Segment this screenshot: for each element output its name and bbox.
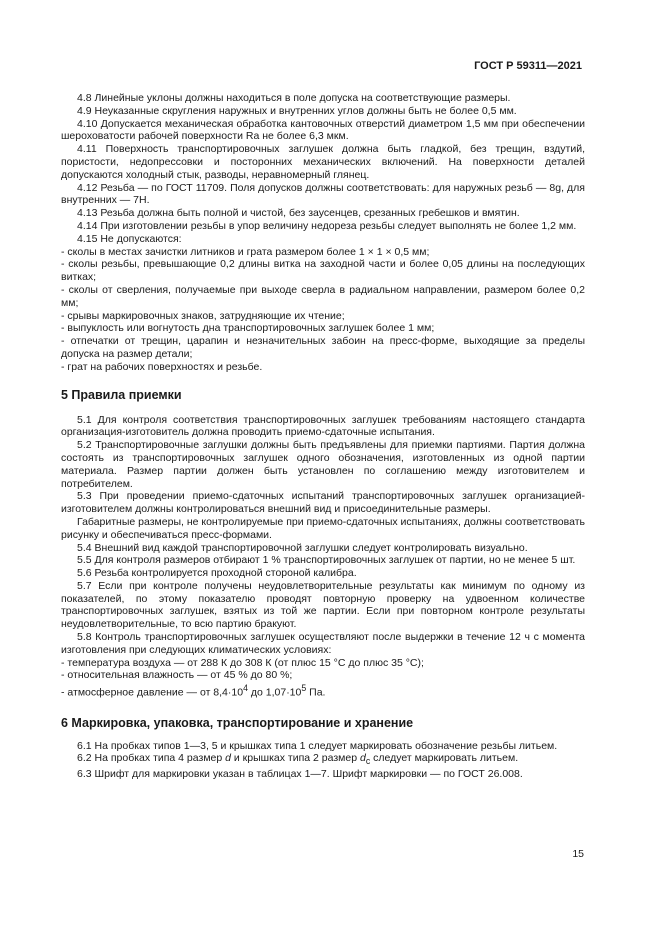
clause-5-6: 5.6 Резьба контролируется проходной стороной калибра. (77, 567, 357, 580)
list-item: - грат на рабочих поверхностях и резьбе. (61, 360, 263, 373)
clause-6-3: 6.3 Шрифт для маркировки указан в таблицах 1—7. Шрифт маркировки — по ГОСТ 26.008. (77, 768, 523, 781)
clause-4-11: 4.11 Поверхность транспортировочных заглушек должна быть гладкой, без трещин, вздутий, пористости, недопрессовки и посторонних механических включений. На поверхности деталей допускаются холодный стык, разводы, неравномерный глянец. (61, 143, 585, 181)
condition-temperature: - температура воздуха — от 288 К до 308 К (от плюс 15 °С до плюс 35 °С); (61, 656, 424, 669)
clause-4-10: 4.10 Допускается механическая обработка кантовочных отверстий диаметром 1,5 мм при обеспечении шероховатости рабочей поверхности Ra не более 6,3 мкм. (61, 117, 585, 143)
page-number: 15 (572, 848, 584, 860)
section-5-heading: 5 Правила приемки (61, 387, 182, 402)
clause-4-13: 4.13 Резьба должна быть полной и чистой, без заусенцев, срезанных гребешков и вмятин. (77, 207, 520, 220)
clause-4-9: 4.9 Неуказанные скругления наружных и внутренних углов должны быть не более 0,5 мм. (77, 104, 517, 117)
list-item: - сколы от сверления, получаемые при выходе сверла в радиальном направлении, размером более 0,2 мм; (61, 283, 585, 309)
clause-4-12: 4.12 Резьба — по ГОСТ 11709. Поля допусков должны соответствовать: для наружных резьб — 8g, для внутренних — 7H. (61, 181, 585, 207)
list-item: - сколы резьбы, превышающие 0,2 длины витка на заходной части и более 0,05 длины на последующих витках; (61, 258, 585, 284)
clause-5-7: 5.7 Если при контроле получены неудовлетворительные результаты как минимум по одному из показателей, по этому показателю проводят повторную проверку на удвоенном количестве транспортировочных заглушек, взятых из той же партии. Если при повторном контроле результаты неудовлетворительные, то всю партию бракуют. (61, 579, 585, 631)
document-code: ГОСТ Р 59311—2021 (474, 60, 582, 72)
clause-5-4: 5.4 Внешний вид каждой транспортировочной заглушки следует контролировать визуально. (77, 541, 528, 554)
clause-5-3-continued: Габаритные размеры, не контролируемые при приемо-сдаточных испытаниях, должны соответствовать рисунку и обеспечиваться пресс-формами. (61, 515, 585, 541)
clause-5-8: 5.8 Контроль транспортировочных заглушек осуществляют после выдержки в течение 12 ч с момента изготовления при следующих климатических условиях: (61, 631, 585, 656)
clause-4-15: 4.15 Не допускаются: (77, 232, 182, 245)
condition-pressure: - атмосферное давление — от $8,4\cdot 10^4$ до $1,07\cdot 10^5$ Па. (61, 683, 326, 699)
clause-5-3: 5.3 При проведении приемо-сдаточных испытаний транспортировочных заглушек организацией-изготовителем должны контролироваться внешний вид и присоединительные размеры. (61, 490, 585, 516)
list-item: - выпуклость или вогнутость дна транспортировочных заглушек более 1 мм; (61, 322, 435, 335)
list-item: - сколы в местах зачистки литников и грата размером более 1 × 1 × 0,5 мм; (61, 245, 430, 258)
condition-humidity: - относительная влажность — от 45 % до 80 %; (61, 669, 293, 682)
clause-5-2: 5.2 Транспортировочные заглушки должны быть предъявлены для приемки партиями. Партия должна состоять из транспортировочных заглушек одного обозначения, изготовленных из одной партии материала. Размер партии должен быть установлен по соглашению между изготовителем и потребителем. (61, 439, 585, 490)
list-item: - отпечатки от трещин, царапин и незначительных забоин на пресс-форме, выходящие за пределы допуска на размер детали; (61, 335, 585, 360)
clause-5-5: 5.5 Для контроля размеров отбирают 1 % транспортировочных заглушек от партии, но не менее 5 шт. (77, 554, 576, 567)
clause-4-14: 4.14 При изготовлении резьбы в упор величину недореза резьбы следует выполнять не более 1,2 мм. (77, 219, 577, 232)
page-content (61, 92, 585, 781)
section-6-heading: 6 Маркировка, упаковка, транспортирование и хранение (61, 715, 414, 730)
clause-4-8: 4.8 Линейные уклоны должны находиться в поле допуска на соответствующие размеры. (77, 92, 511, 104)
list-item: - срывы маркировочных знаков, затрудняющие их чтение; (61, 309, 345, 322)
clause-6-1: 6.1 На пробках типов 1—3, 5 и крышках типа 1 следует маркировать обозначение резьбы литьем. (77, 739, 558, 752)
clause-5-1: 5.1 Для контроля соответствия транспортировочных заглушек требованиям настоящего стандарта организация-изготовитель должна проводить приемо-сдаточные испытания. (61, 413, 585, 439)
clause-6-2: 6.2 На пробках типа 4 размер d и крышках типа 2 размер $d_c$ следует маркировать литьем. (77, 752, 519, 767)
